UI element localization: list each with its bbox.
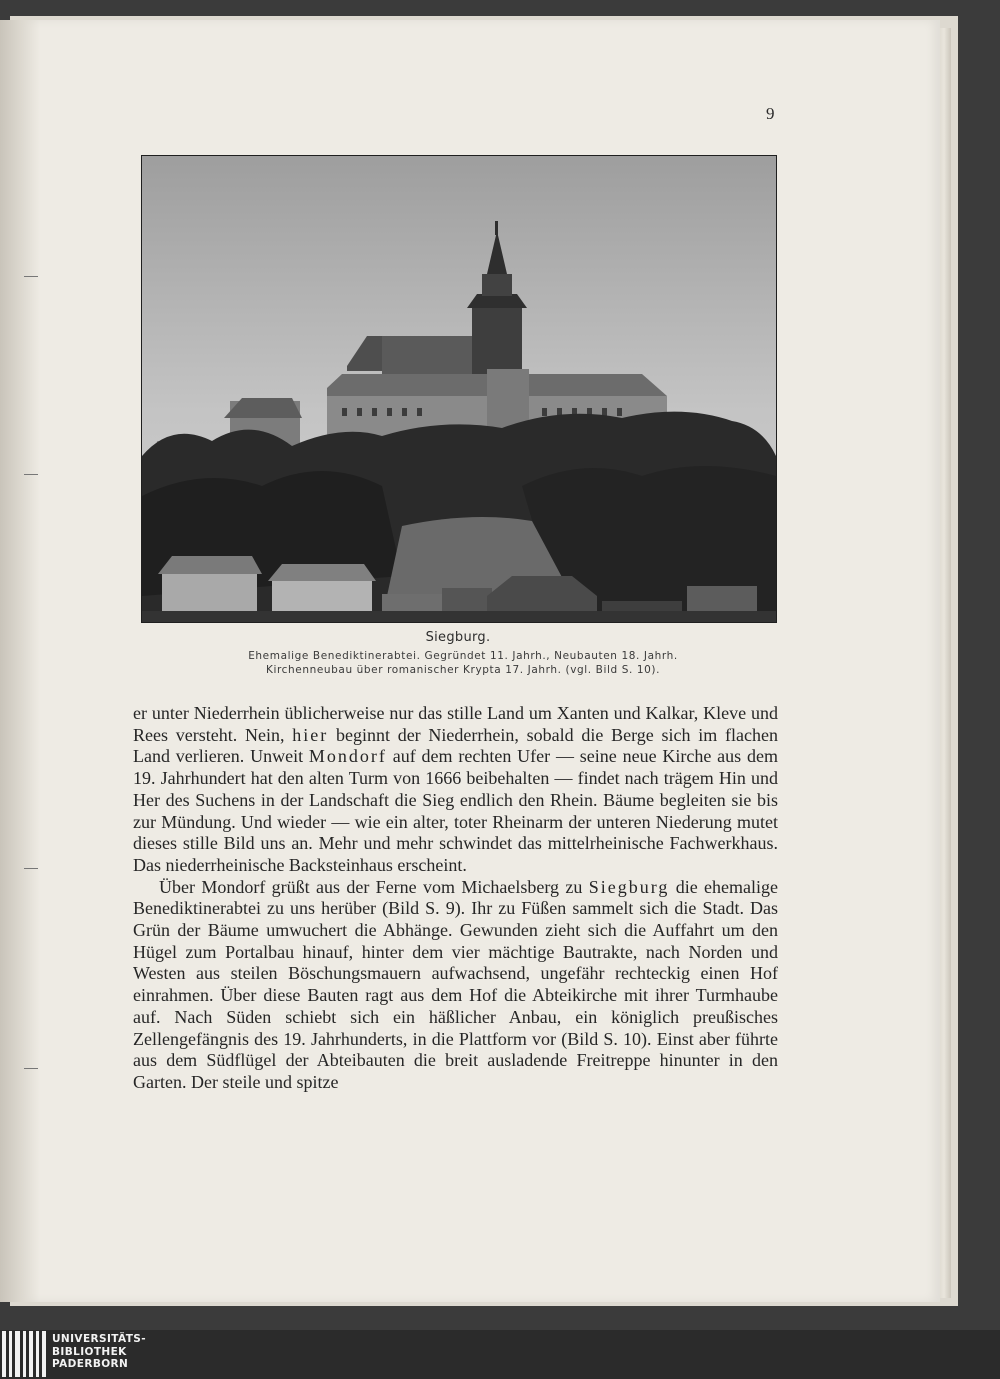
paragraph [133, 703, 778, 877]
text-run: auf dem rechten Ufer — seine neue Kirche aus dem 19. Jahrhundert hat den alten Turm von 1666 beibehalten — findet nach trägem Hin und Her des Suchens in der Landschaft die Sieg endlich den Rhein. Bäume begleiten sie bis zur Mündung. Und wieder — wie ein alter, toter Rheinarm der unteren Niederung mutet dieses stille Bild uns an. Mehr und mehr schwindet das mittelrheinische Fachwerkhaus. Das niederrheinische Backsteinhaus erscheint. [133, 746, 778, 875]
binding-stitch [24, 276, 38, 277]
page-gutter [0, 20, 40, 1302]
text-run: Über Mondorf grüßt aus der Ferne vom Michaelsberg zu [159, 876, 589, 897]
logo-line: PADERBORN [52, 1358, 129, 1370]
figure-title: Siegburg. [425, 630, 491, 645]
body-text [133, 703, 778, 1094]
library-logo-text [52, 1333, 146, 1371]
text-run: beginnt der Niederrhein, sobald die Berge sich im flachen Land verlieren. Unweit [133, 724, 778, 767]
paragraph [133, 877, 778, 1094]
binding-stitch [24, 868, 38, 869]
emphasized-word: Siegburg [588, 876, 670, 897]
figure-caption-line: Ehemalige Benediktinerabtei. Gegründet 11. Jahrh., Neubauten 18. Jahrh. [248, 650, 678, 662]
emphasized-word: Mondorf [308, 746, 387, 767]
library-logo-icon [2, 1331, 48, 1377]
binding-stitch [24, 1068, 38, 1069]
logo-line: UNIVERSITÄTS- [52, 1333, 147, 1345]
emphasized-word: hier [292, 724, 329, 745]
page-number: 9 [766, 104, 775, 123]
binding-stitch [24, 474, 38, 475]
text-run: die ehemalige Benediktinerabtei zu uns herüber (Bild S. 9). Ihr zu Füßen sammelt sich die Stadt. Das Grün der Bäume umwuchert die Abhänge. Gewunden zieht sich die Auffahrt um den Hügel zum Portalbau hinauf, hinter dem vier mächtige Bautrakte, nach Norden und Westen aus steilen Böschungsmauern aufwachsend, ungefähr rechteckig einen Hof einrahmen. Über diese Bauten ragt aus dem Hof die Abteikirche mit ihrer Turmhaube auf. Nach Süden schiebt sich ein häßlicher Anbau, ein königlich preußisches Zellengefängnis des 19. Jahrhunderts, in die Plattform vor (Bild S. 10). Einst aber führte aus dem Südflügel der Abteibauten die breit ausladende Freitreppe hinunter in den Garten. Der steile und spitze [133, 876, 779, 1092]
footer-bar [0, 1330, 1000, 1379]
text-run: er unter Niederrhein üblicherweise nur das stille Land um Xanten und Kalkar, Kleve und Rees versteht. Nein, [133, 703, 778, 745]
logo-line: BIBLIOTHEK [52, 1345, 127, 1358]
figure-photograph [141, 155, 777, 623]
figure-caption-line: Kirchenneubau über romanischer Krypta 17. Jahrh. (vgl. Bild S. 10). [265, 664, 661, 676]
